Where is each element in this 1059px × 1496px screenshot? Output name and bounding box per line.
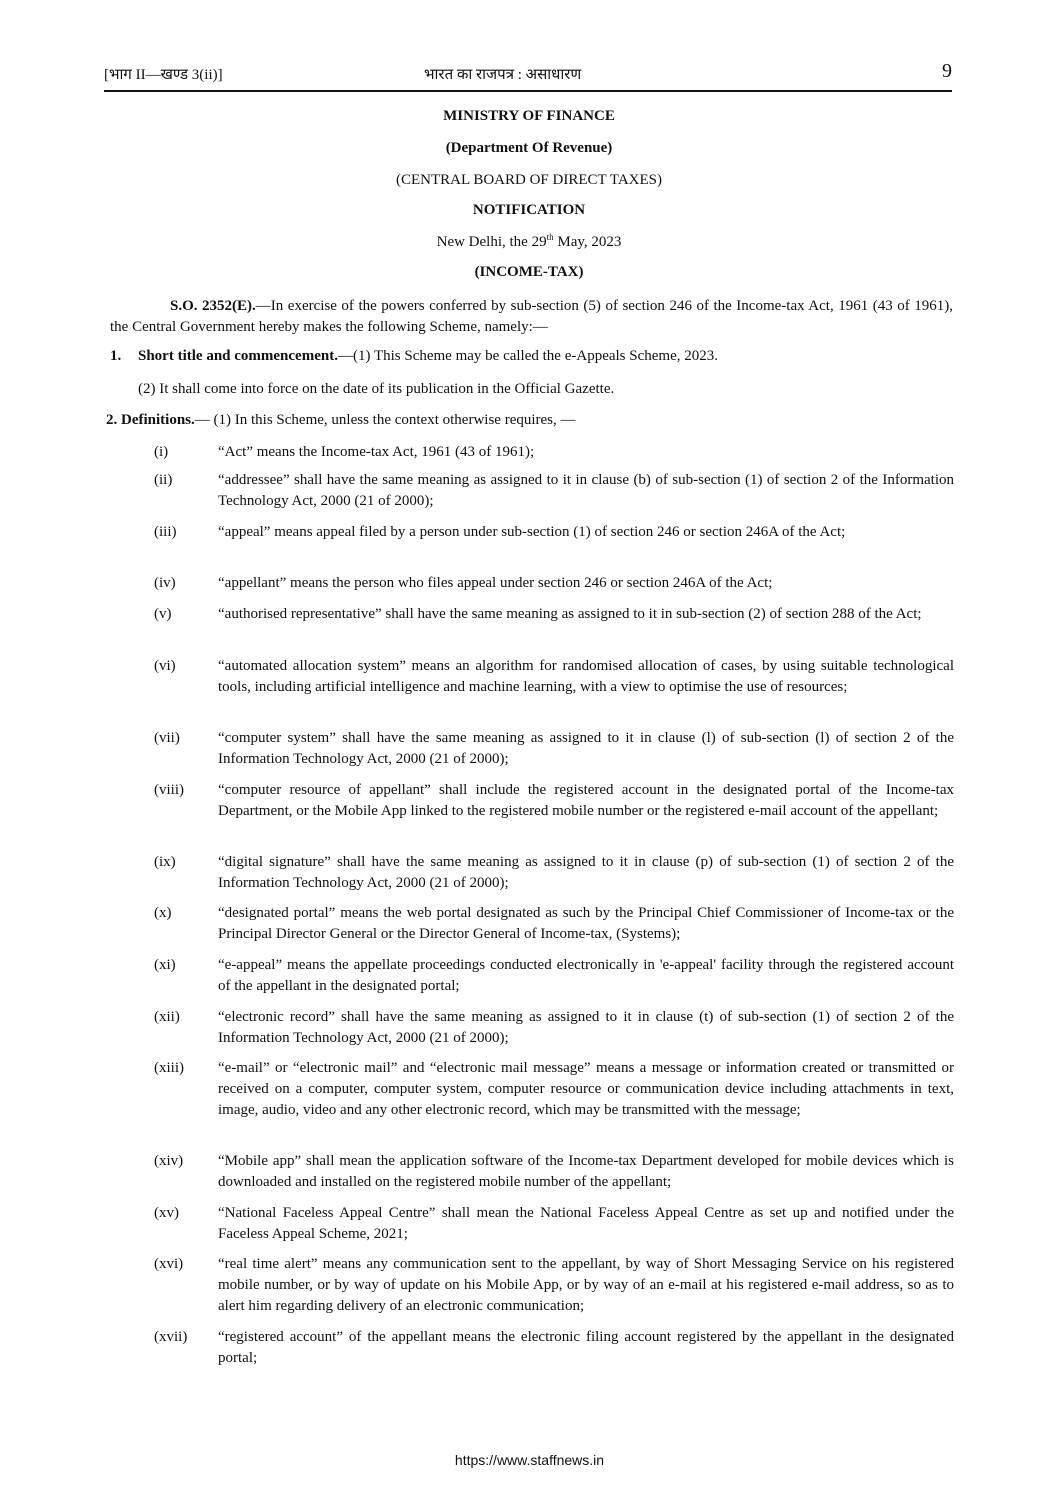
- notification-heading: NOTIFICATION: [472, 202, 586, 218]
- section-2-text: — (1) In this Scheme, unless the context otherwise requires, —: [194, 412, 576, 428]
- section-1-text: —(1) This Scheme may be called the e-Appeals Scheme, 2023.: [337, 348, 718, 364]
- header-gazette-title: भारत का राजपत्र : असाधारण: [424, 67, 582, 83]
- definition-text: “electronic record” shall have the same meaning as assigned to it in clause (t) of sub-section (1) of section 2 of the Information Technology Act, 2000 (21 of 2000);: [218, 1009, 954, 1046]
- definition-number: (xii): [154, 1009, 180, 1025]
- date-suffix: May, 2023: [553, 234, 622, 250]
- definition-number: (xi): [154, 957, 176, 973]
- section-1-title: Short title and commencement.: [138, 348, 338, 364]
- intro-paragraph: [110, 296, 953, 338]
- definition-number: (xv): [154, 1205, 179, 1221]
- definition-text: “Act” means the Income-tax Act, 1961 (43 of 1961);: [218, 444, 535, 460]
- date-line: [104, 232, 954, 251]
- section-1: [110, 346, 953, 367]
- definition-number: (xvi): [154, 1256, 184, 1272]
- definition-text: “Mobile app” shall mean the application software of the Income-tax Department developed for mobile devices which is downloaded and installed on the registered mobile number of the appellant;: [218, 1153, 954, 1190]
- section-2: [106, 410, 953, 431]
- definition-number: (ii): [154, 472, 173, 488]
- subject-heading: (INCOME-TAX): [474, 264, 584, 280]
- definition-number: (v): [154, 606, 172, 622]
- definition-number: (vi): [154, 658, 176, 674]
- definition-number: (ix): [154, 854, 176, 870]
- definition-number: (viii): [154, 782, 184, 798]
- definition-text: “appellant” means the person who files appeal under section 246 or section 246A of the Act;: [218, 575, 773, 591]
- definition-number: (x): [154, 905, 172, 921]
- definition-text: “National Faceless Appeal Centre” shall mean the National Faceless Appeal Centre as set up and notified under the Faceless Appeal Scheme, 2021;: [218, 1205, 954, 1242]
- definition-text: “appeal” means appeal filed by a person under sub-section (1) of section 246 or section 246A of the Act;: [218, 524, 846, 540]
- definition-text: “computer resource of appellant” shall include the registered account in the designated portal of the Income-tax Department, or the Mobile App linked to the registered mobile number or the registered e-mail account of the appellant;: [218, 782, 954, 819]
- definition-text: “computer system” shall have the same meaning as assigned to it in clause (l) of sub-section (l) of section 2 of the Information Technology Act, 2000 (21 of 2000);: [218, 730, 954, 767]
- section-1-number: 1.: [110, 348, 122, 364]
- definition-text: “automated allocation system” means an algorithm for randomised allocation of cases, by using suitable technological tools, including artificial intelligence and machine learning, with a view to optimise the use of resources;: [218, 658, 954, 695]
- definition-text: “designated portal” means the web portal designated as such by the Principal Chief Commissioner of Income-tax or the Principal Director General or the Director General of Income-tax, (Systems);: [218, 905, 954, 942]
- definition-text: “e-mail” or “electronic mail” and “electronic mail message” means a message or information created or transmitted or received on a computer, computer system, computer resource or communication device including attachments in text, image, audio, video and any other electronic record, which may be transmitted with the message;: [218, 1060, 954, 1118]
- ministry-heading: MINISTRY OF FINANCE: [443, 108, 615, 124]
- board-heading: (CENTRAL BOARD OF DIRECT TAXES): [395, 172, 663, 188]
- definition-number: (vii): [154, 730, 180, 746]
- definition-number: (xvii): [154, 1329, 188, 1345]
- definition-text: “addressee” shall have the same meaning as assigned to it in clause (b) of sub-section (1) of section 2 of the Information Technology Act, 2000 (21 of 2000);: [218, 472, 954, 509]
- definition-number: (i): [154, 444, 169, 460]
- so-number: S.O. 2352(E).: [170, 298, 256, 314]
- page-number: 9: [942, 60, 952, 82]
- intro-text: —In exercise of the powers conferred by sub-section (5) of section 246 of the Income-tax Act, 1961 (43 of 1961), the Central Government hereby makes the following Scheme, namely:—: [110, 298, 953, 335]
- definition-text: “real time alert” means any communication sent to the appellant, by way of Short Messaging Service on his registered mobile number, or by way of update on his Mobile App, or by way of an e-mail at his registered e-mail address, so as to alert him regarding delivery of an electronic communication;: [218, 1256, 954, 1314]
- definition-number: (xiii): [154, 1060, 184, 1076]
- footer-url[interactable]: https://www.staffnews.in: [454, 1452, 605, 1468]
- section-1-subsection-2: (2) It shall come into force on the date of its publication in the Official Gazette.: [138, 381, 615, 397]
- definition-text: “registered account” of the appellant means the electronic filing account registered by the appellant in the designated portal;: [218, 1329, 954, 1366]
- page-header: [104, 62, 952, 92]
- date-prefix: New Delhi, the 29: [436, 234, 547, 250]
- header-part-section: [भाग II—खण्ड 3(ii)]: [104, 67, 223, 83]
- section-2-title: 2. Definitions.: [106, 412, 195, 428]
- definition-number: (xiv): [154, 1153, 184, 1169]
- definition-number: (iv): [154, 575, 176, 591]
- date-superscript: th: [546, 232, 554, 242]
- department-heading: (Department Of Revenue): [445, 140, 613, 156]
- definition-text: “e-appeal” means the appellate proceedings conducted electronically in 'e-appeal' facility through the registered account of the appellant in the designated portal;: [218, 957, 954, 994]
- definition-text: “digital signature” shall have the same meaning as assigned to it in clause (p) of sub-section (1) of section 2 of the Information Technology Act, 2000 (21 of 2000);: [218, 854, 954, 891]
- definition-number: (iii): [154, 524, 177, 540]
- definition-text: “authorised representative” shall have the same meaning as assigned to it in sub-section (2) of section 288 of the Act;: [218, 606, 922, 622]
